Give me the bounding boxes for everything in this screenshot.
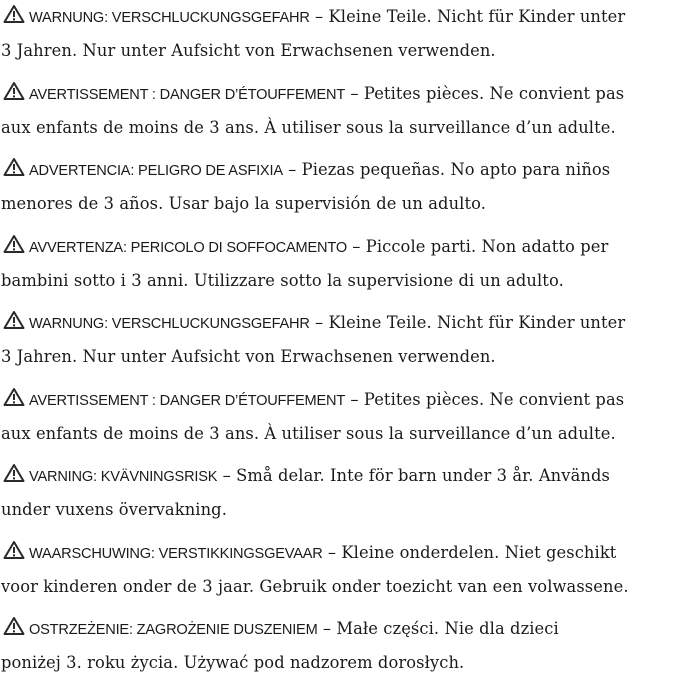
warning-text-line2: bambini sotto i 3 anni. Utilizzare sotto la supervisione di un adulto. — [1, 270, 564, 290]
warning-text-line2: voor kinderen onder de 3 jaar. Gebruik onder toezicht van een volwassene. — [1, 576, 629, 596]
warning-text-line1: – Piezas pequeñas. No apto para niños — [282, 160, 611, 179]
warning-text-line2: under vuxens övervakning. — [1, 500, 227, 519]
warning-block-nl — [1, 536, 678, 613]
warning-block-de-2 — [1, 306, 678, 383]
warning-text-line2: aux enfants de moins de 3 ans. À utiliser sous la surveillance d’un adulte. — [1, 423, 616, 443]
warning-text-line1: – Kleine Teile. Nicht für Kinder unter — [309, 313, 626, 332]
warning-heading: WARNUNG: VERSCHLUCKUNGSGEFAHR — [29, 316, 310, 332]
warning-block-fr-2 — [1, 383, 678, 460]
warning-heading: AVERTISSEMENT : DANGER D’ÉTOUFFEMENT — [29, 392, 346, 409]
warning-heading: AVERTISSEMENT : DANGER D’ÉTOUFFEMENT — [29, 86, 346, 103]
warning-block-fr — [1, 77, 678, 154]
warning-text-line1: – Małe części. Nie dla dzieci — [317, 619, 559, 638]
warning-text-line2: poniżej 3. roku życia. Używać pod nadzorem dorosłych. — [1, 653, 465, 672]
warning-text-line1: – Petites pièces. Ne convient pas — [345, 389, 625, 409]
warning-heading: VARNING: KVÄVNINGSRISK — [29, 469, 218, 485]
warning-text-line1: – Kleine onderdelen. Niet geschikt — [322, 542, 617, 562]
warning-block-pl — [1, 612, 678, 689]
warning-heading: WAARSCHUWING: VERSTIKKINGSGEVAAR — [29, 545, 323, 562]
warning-heading: ADVERTENCIA: PELIGRO DE ASFIXIA — [29, 163, 283, 179]
warning-block-es — [1, 153, 678, 230]
warning-text-line2: menores de 3 años. Usar bajo la supervisión de un adulto. — [1, 194, 487, 213]
warning-text-line1: – Petites pièces. Ne convient pas — [345, 83, 625, 103]
warning-heading: OSTRZEŻENIE: ZAGROŻENIE DUSZENIEM — [29, 622, 318, 638]
warning-text-line1: – Kleine Teile. Nicht für Kinder unter — [309, 7, 626, 26]
warning-block-sv — [1, 459, 678, 536]
warning-heading: AVVERTENZA: PERICOLO DI SOFFOCAMENTO — [29, 239, 347, 256]
warning-block-de — [1, 0, 678, 77]
warning-text-line2: aux enfants de moins de 3 ans. À utiliser sous la surveillance d’un adulte. — [1, 117, 616, 137]
warning-block-it — [1, 230, 678, 307]
warning-text-line1: – Piccole parti. Non adatto per — [346, 236, 609, 256]
warning-heading: WARNUNG: VERSCHLUCKUNGSGEFAHR — [29, 10, 310, 26]
warning-text-line2: 3 Jahren. Nur unter Aufsicht von Erwachsenen verwenden. — [1, 347, 496, 366]
warning-text-line1: – Små delar. Inte för barn under 3 år. Används — [217, 466, 610, 485]
warning-text-line2: 3 Jahren. Nur unter Aufsicht von Erwachsenen verwenden. — [1, 41, 496, 60]
